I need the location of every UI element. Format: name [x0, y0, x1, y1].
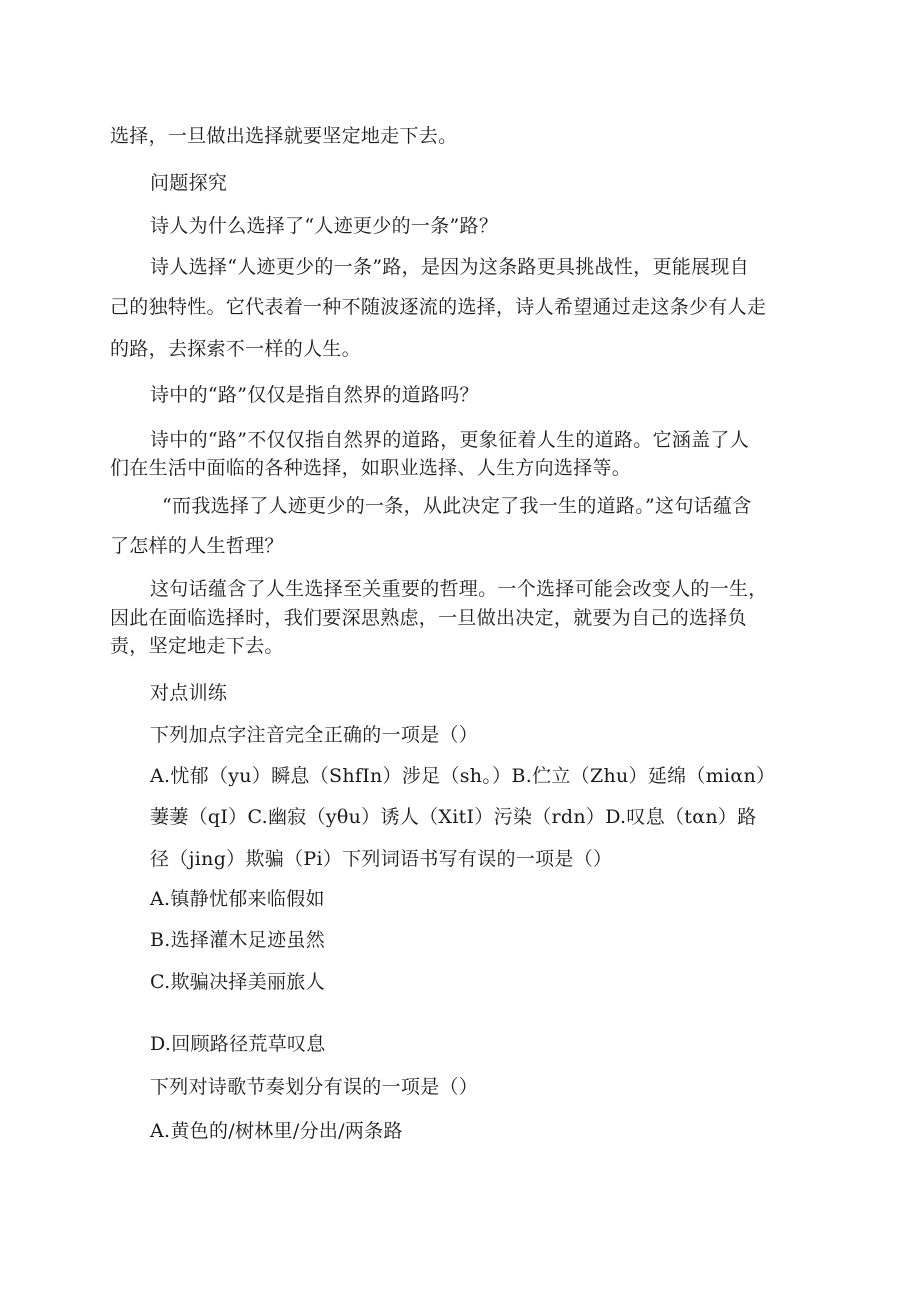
answer-1-line-2: 己的独特性。它代表着一种不随波逐流的选择，诗人希望通过走这条少有人走 [110, 296, 767, 318]
section-heading-problem-inquiry: 问题探究 [150, 172, 228, 194]
exercise-2-option-b: B.选择灌木足迹虽然 [150, 929, 326, 951]
exercise-1-options-line-3: 径（jing）欺骗（Pi）下列词语书写有误的一项是（） [150, 848, 613, 870]
exercise-3-stem: 下列对诗歌节奏划分有误的一项是（） [150, 1076, 479, 1098]
text-line-1: 选择，一旦做出选择就要坚定地走下去。 [110, 125, 458, 147]
answer-3-line-1: 这句话蕴含了人生选择至关重要的哲理。一个选择可能会改变人的一生， [150, 578, 768, 600]
answer-2-line-2: 们在生活中面临的各种选择，如职业选择、人生方向选择等。 [110, 457, 632, 479]
exercise-3-option-a: A.黄色的/树林里/分出/两条路 [150, 1120, 403, 1142]
exercise-2-option-c: C.欺骗决择美丽旅人 [150, 971, 325, 993]
section-heading-practice: 对点训练 [150, 682, 228, 704]
exercise-1-options-line-2: 萋萋（qI）C.幽寂（yθu）诱人（XitI）污染（rdn）D.叹息（tαn）路 [150, 806, 757, 828]
answer-3-line-3: 责，坚定地走下去。 [110, 635, 284, 657]
exercise-1-stem: 下列加点字注音完全正确的一项是（） [150, 724, 479, 746]
answer-2-line-1: 诗中的“路”不仅仅指自然界的道路，更象征着人生的道路。它涵盖了人 [150, 429, 750, 451]
answer-1-line-3: 的路，去探索不一样的人生。 [110, 338, 361, 360]
question-3-line-2: 了怎样的人生哲理？ [110, 535, 284, 557]
question-3-line-1: “而我选择了人迹更少的一条，从此决定了我一生的道路。”这句话蕴含 [162, 495, 752, 517]
answer-1-line-1: 诗人选择“人迹更少的一条”路，是因为这条路更具挑战性，更能展现自 [150, 256, 750, 278]
exercise-2-option-d: D.回顾路径荒草叹息 [150, 1033, 326, 1055]
exercise-1-options-line-1: A.忧郁（yu）瞬息（ShfIn）涉足（sh。）B.伫立（Zhu）延绵（miαn） [150, 765, 776, 787]
question-2: 诗中的“路”仅仅是指自然界的道路吗？ [150, 384, 479, 406]
question-1: 诗人为什么选择了“人迹更少的一条”路？ [150, 215, 499, 237]
exercise-2-option-a: A.镇静忧郁来临假如 [150, 888, 325, 910]
answer-3-line-2: 因此在面临选择时，我们要深思熟虑，一旦做出决定，就要为自己的选择负 [110, 607, 747, 629]
